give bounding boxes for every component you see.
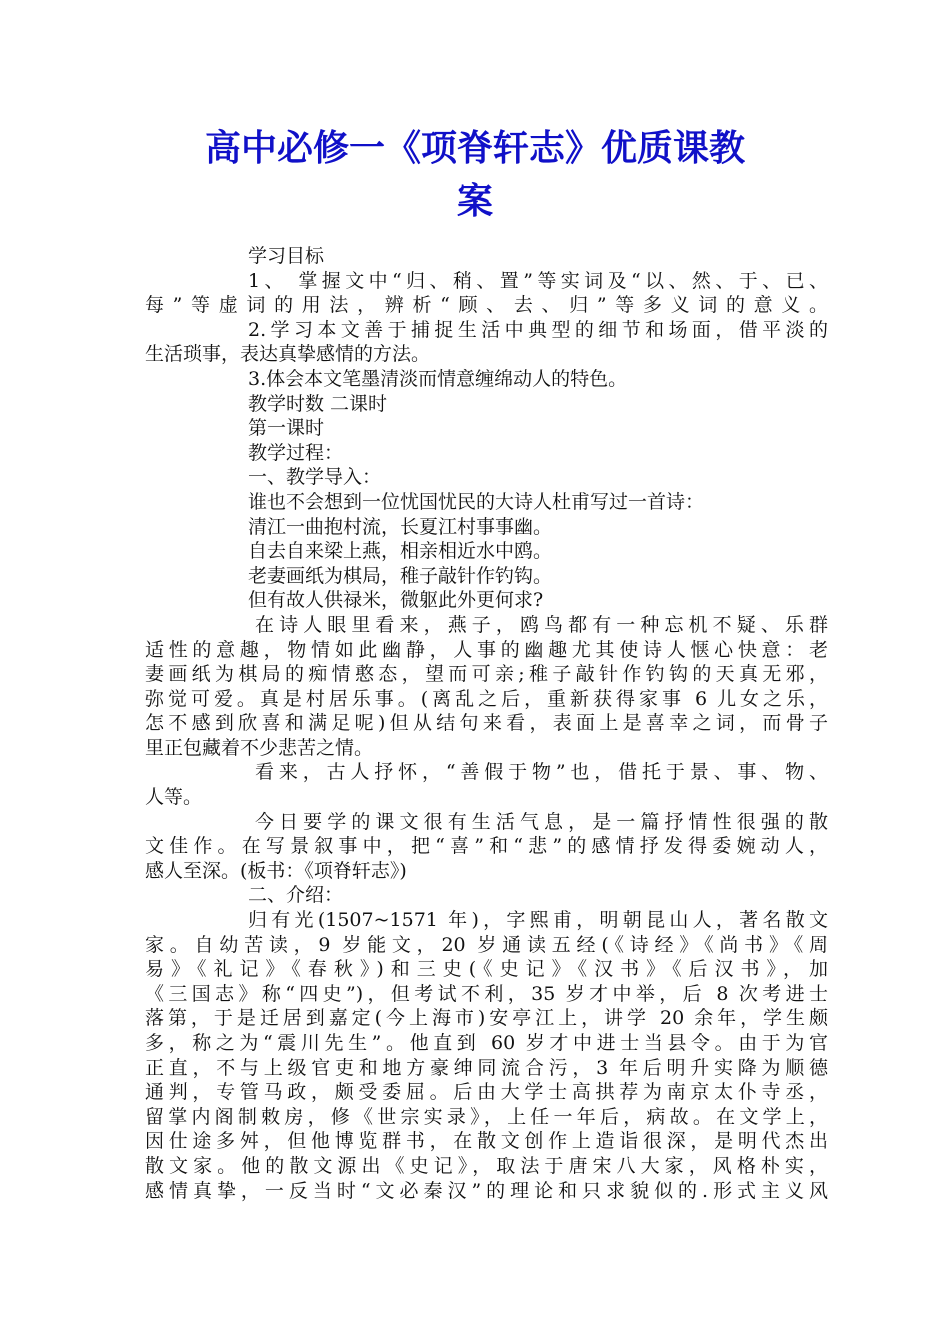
paragraph-line: 2.学习本文善于捕捉生活中典型的细节和场面，借平淡的 [248,318,828,341]
paragraph-line: 《三国志》称“四史”)，但考试不利，35 岁才中举，后 8 次考进士 [145,982,828,1005]
paragraph-line: 在诗人眼里看来，燕子，鸥鸟都有一种忘机不疑、乐群 [255,613,828,636]
paragraph-line: 教学时数 二课时 [248,392,388,415]
section-heading-objectives: 学习目标 [248,245,325,267]
paragraph-line: 每”等虚词的用法，辨析“顾、去、归”等多义词的意义。 [145,294,828,317]
poem-line: 自去自来梁上燕，相亲相近水中鸥。 [248,540,553,563]
paragraph-line: 人等。 [145,786,203,809]
paragraph-line: 弥觉可爱。真是村居乐事。(离乱之后，重新获得家事 6 儿女之乐， [145,687,828,710]
paragraph-line: 1、 掌握文中“归、稍、置”等实词及“以、然、于、已、 [248,269,828,292]
paragraph-line: 因仕途多舛，但他博览群书，在散文创作上造诣很深，是明代杰出 [145,1130,828,1153]
paragraph-line: 文佳作。在写景叙事中，把“喜”和“悲”的感情抒发得委婉动人， [145,835,828,858]
poem-line: 但有故人供禄米，微躯此外更何求? [248,589,544,612]
paragraph-line: 留掌内阁制敕房，修《世宗实录》，上任一年后，病故。在文学上， [145,1105,828,1128]
section-heading-process: 教学过程： [248,441,344,464]
paragraph-line: 看来，古人抒怀，“善假于物”也，借托于景、事、物、 [255,761,828,784]
paragraph-line: 谁也不会想到一位忧国忧民的大诗人杜甫写过一首诗： [248,490,705,513]
paragraph-line: 3.体会本文笔墨清淡而情意缠绵动人的特色。 [248,367,628,390]
paragraph-line: 怎不感到欣喜和满足呢)但从结句来看，表面上是喜幸之词，而骨子 [145,712,828,735]
paragraph-line: 正直，不与上级官吏和地方豪绅同流合污，3 年后明升实降为顺德 [145,1056,828,1079]
poem-line: 老妻画纸为棋局，稚子敲针作钓钩。 [248,564,553,587]
section-heading-author: 二、介绍： [248,884,344,907]
paragraph-line: 生活琐事，表达真挚感情的方法。 [145,343,431,366]
paragraph-line: 散文家。他的散文源出《史记》，取法于唐宋八大家，风格朴实， [145,1154,828,1177]
document-title [140,122,810,228]
paragraph-line: 今日要学的课文很有生活气息，是一篇抒情性很强的散 [255,810,828,833]
paragraph-line: 里正包藏着不少悲苦之情。 [145,736,374,759]
paragraph-line: 易》《礼记》《春秋》)和三史(《史记》《汉书》《后汉书》，加 [145,958,828,981]
paragraph-line: 感情真挚，一反当时“文必秦汉”的理论和只求貌似的.形式主义风 [145,1179,828,1202]
paragraph-line: 适性的意趣，物情如此幽静，人事的幽趣尤其使诗人惬心快意：老 [145,638,828,661]
section-heading-lesson-one: 第一课时 [248,417,325,440]
paragraph-line: 家。自幼苦读，9 岁能文，20 岁通读五经(《诗经》《尚书》《周 [145,933,828,956]
paragraph-line: 妻画纸为棋局的痴情憨态，望而可亲;稚子敲针作钓钩的天真无邪， [145,663,828,686]
paragraph-line: 多，称之为“震川先生”。他直到 60 岁才中进士当县令。由于为官 [145,1032,828,1054]
paragraph-line: 归有光(1507~1571 年)，字熙甫，明朝昆山人，著名散文 [248,909,828,932]
paragraph-line: 落第，于是迁居到嘉定(今上海市)安亭江上，讲学 20 余年，学生颇 [145,1007,828,1030]
title-line-1: 高中必修一《项脊轩志》优质课教 [204,127,745,169]
paragraph-line: 通判，专管马政，颇受委屈。后由大学士高拱荐为南京太仆寺丞， [145,1081,828,1104]
paragraph-line: 感人至深。(板书：《项脊轩志》) [145,859,407,882]
title-line-2: 案 [456,180,493,222]
section-heading-introduction: 一、教学导入： [248,466,382,489]
document-body [145,244,828,1203]
poem-line: 清江一曲抱村流，长夏江村事事幽。 [248,515,553,538]
